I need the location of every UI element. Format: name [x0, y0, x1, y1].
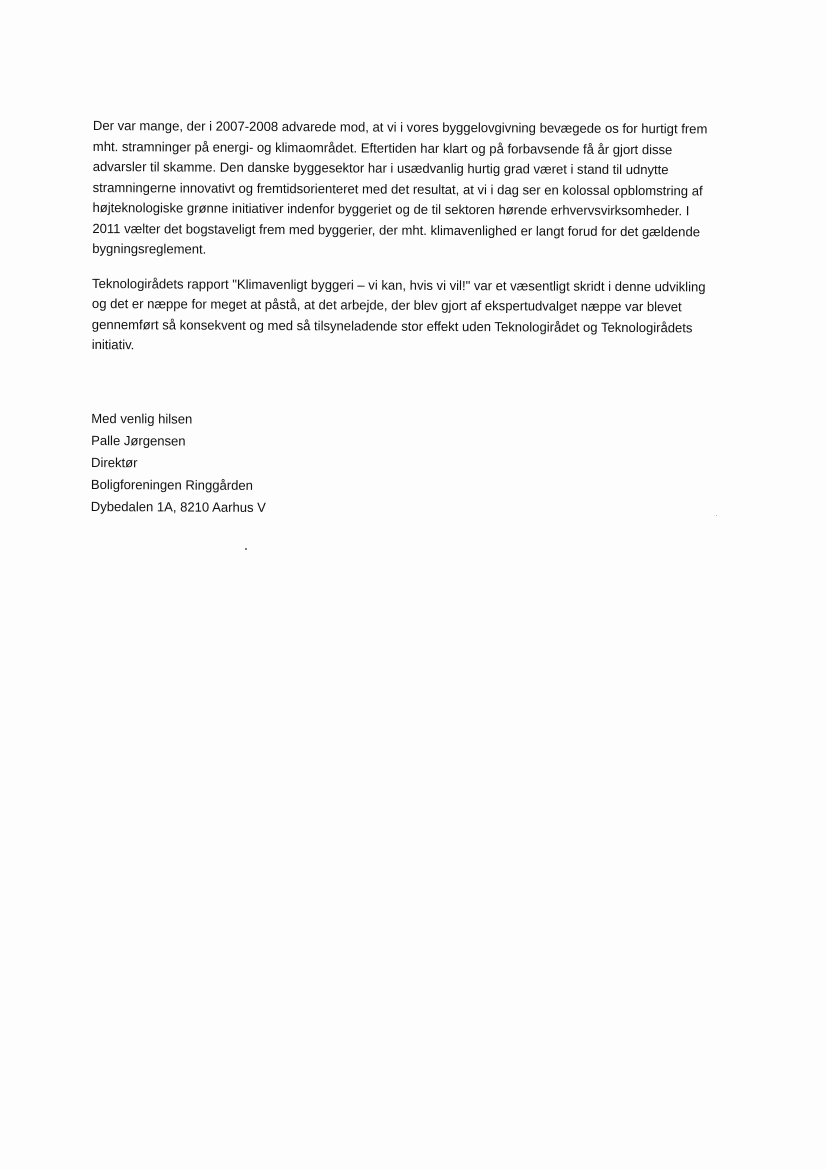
signer-organization: Boligforeningen Ringgården — [90, 476, 253, 493]
paragraph-line: mht. stramninger på energi- og klimaområdet. Eftertiden har klart og på forbavsende få år gjort disse — [92, 138, 673, 157]
signer-address: Dybedalen 1A, 8210 Aarhus V — [90, 498, 266, 515]
paragraph-line: advarsler til skamme. Den danske byggesektor har i usædvanlig hurtig grad været i stand til udnytte — [92, 158, 669, 178]
paragraph-line: Teknologirådets rapport "Klimavenligt byggeri – vi kan, hvis vi vil!" var et væsentligt skridt i denne udvikling — [92, 275, 706, 294]
paragraph-line: højteknologiske grønne initiativer indenfor byggeriet og de til sektoren hørende erhvervsvirksomheder. I — [92, 199, 690, 219]
paragraph-1 — [92, 116, 783, 263]
paragraph-line: Der var mange, der i 2007-2008 advarede mod, at vi i vores byggelovgivning bevægede os for hurtigt frem — [92, 117, 708, 137]
scan-speck — [716, 515, 717, 516]
letter-body — [91, 116, 783, 521]
closing-greeting: Med venlig hilsen — [91, 410, 193, 427]
paragraph-line: 2011 vælter det bogstaveligt frem med byggerier, der mht. klimavenlighed er langt forud for det gældende — [92, 220, 701, 239]
paragraph-line: gennemført så konsekvent og med så tilsyneladende stor effekt uden Teknologirådet og Teknologirådets — [91, 316, 693, 335]
paragraph-line: stramningerne innovativt og fremtidsorienteret med det resultat, at vi i dag ser en kolossal opblomstring af — [92, 179, 703, 198]
paragraph-line: initiativ. — [91, 336, 135, 353]
signature-block — [91, 407, 782, 521]
paragraph-line: og det er næppe for meget at påstå, at det arbejde, der blev gjort af ekspertudvalget næppe var blevet — [91, 295, 682, 315]
signer-name: Palle Jørgensen — [91, 432, 186, 449]
paragraph-line: bygningsreglement. — [92, 240, 207, 257]
signer-title: Direktør — [91, 454, 138, 470]
scan-speck — [245, 548, 247, 550]
paragraph-2 — [92, 273, 782, 359]
